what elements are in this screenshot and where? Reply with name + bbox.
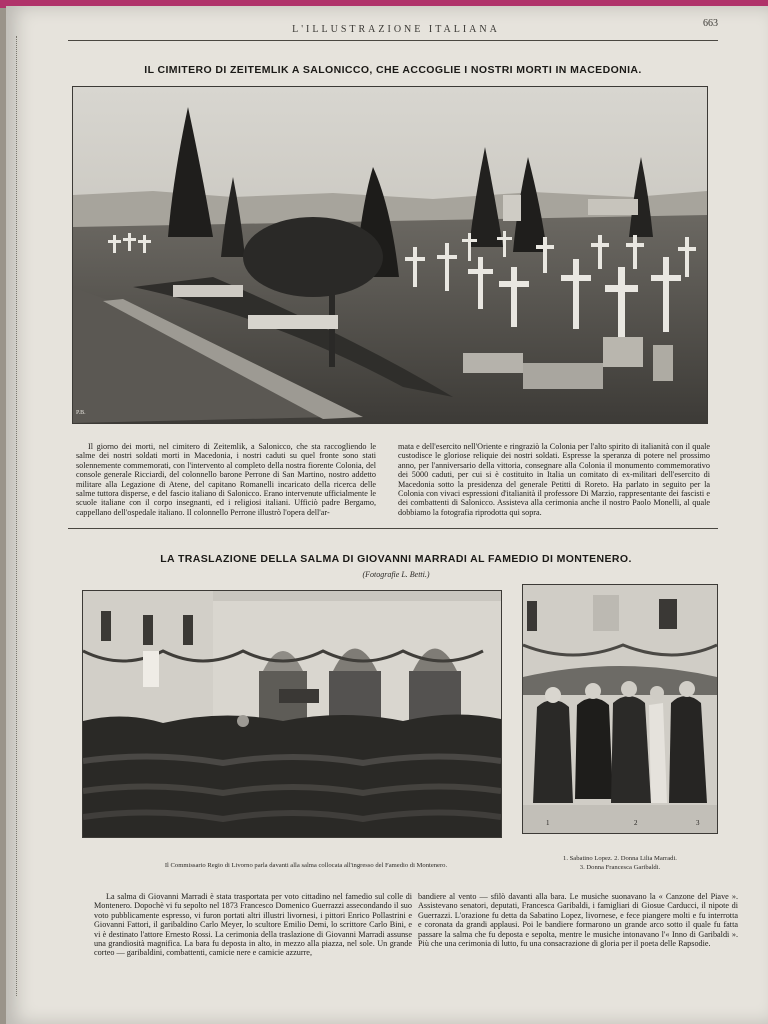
photo-number-3: 3 xyxy=(696,819,700,827)
article2-text-right: bandiere al vento — sfilò davanti alla bara. Le musiche suonavano la « Canzone del Piave ». Assistevano senatori, deputati, Francesca Garibaldi, i famigliari di Giosue Carducci, il nipote di Guerrazzi. L'orazione fu detta da Sabatino Lopez, livornese, e fece piangere molti e fu interrotta e coronata da grandi applausi. Poi le bandiere formarono un grande arco sotto il quale fu fatta passare la salma che fu deposta e sepolta, mentre le musiche intonavano l'« Inno di Garibaldi ». Più che una cerimonia di lutto, fu una consacrazione di gloria per il poeta delle Rapsodie. xyxy=(418,892,738,949)
famedio-crowd-photo xyxy=(82,590,502,838)
section-divider xyxy=(68,528,718,529)
running-head: L'ILLUSTRAZIONE ITALIANA xyxy=(292,24,500,35)
binding-stitches xyxy=(16,36,29,996)
page-number: 663 xyxy=(703,18,718,29)
article2-text-left: La salma di Giovanni Marradi è stata trasportata per voto cittadino nel famedio sul colle di Montenero. Dopochè vi fu sepolto nel 1873 Francesco Domenico Guerrazzi assecondando il suo voto pubblicamente espresso, vi furon portati altri illustri livornesi, i pittori Enrico Pollastrini e Giovanni Fattori, il garibaldino Carlo Meyer, lo scultore Emilio Demi, lo scrittore Carlo Bini, e vi è destinato l'attore Ernesto Rossi. La cerimonia della traslazione di Giovanni Marradi assunse una grandiosità magnifica. La bara fu deposta in alto, in mezzo alla piazza, nel sole. Un grande corteo — garibaldini, combattenti, camicie nere e camicie azzurre, xyxy=(94,892,412,958)
photo-number-2: 2 xyxy=(634,819,638,827)
article1-text-right: mata e dell'esercito nell'Oriente e ringraziò la Colonia per l'alto spirito di italianità con il quale custodisce le gloriose reliquie dei nostri soldati. Espresse la speranza di potere nel prossimo anno, per l'anniversario della vittoria, consegnare alla Colonia il monumento commemorativo dei 5000 caduti, per cui si è costituito in Italia un comitato di ex-militari dell'esercito di Macedonia sotto la presidenza del generale Petitti di Roreto. Ha parlato in seguito per la Colonia con vivaci espressioni d'italianità il professore Di Marzio, rappresentante dei fascisti e dei combattenti di Salonicco. Assisteva alla cerimonia anche il nostro Paolo Monelli, al quale dobbiamo la fotografia riprodotta qui sopra. xyxy=(398,442,710,517)
article1-title: IL CIMITERO DI ZEITEMLIK A SALONICCO, CHE ACCOGLIE I NOSTRI MORTI IN MACEDONIA. xyxy=(144,64,642,76)
article2-title: LA TRASLAZIONE DELLA SALMA DI GIOVANNI MARRADI AL FAMEDIO DI MONTENERO. xyxy=(160,553,632,565)
caption-right xyxy=(522,855,718,872)
magazine-page xyxy=(6,6,768,1024)
article1-text-left: Il giorno dei morti, nel cimitero di Zeitemlik, a Salonicco, che sta raccogliendo le salme dei nostri soldati morti in Macedonia, i nostri caduti su quel fronte sono stati solennemente commemorati, con l'intervento al completo della nostra fiorente Colonia, del console generale Ricciardi, del colonnello barone Perrone di San Martino, nostro addetto militare alla Legazione di Atene, del capitano Romanelli incaricato della ricerca delle salme tuttora disperse, e del fascio italiano di Salonicco. Erano intervenute ufficialmente le scuole italiane con il corpo insegnanti, ed i religiosi italiani. Ufficiò padre Bergamo, cappellano dell'ospedale italiano. Il colonnello Perrone illustrò l'opera dell'ar- xyxy=(76,442,376,517)
header-rule xyxy=(68,40,718,41)
photo-credit: (Fotografie L. Betti.) xyxy=(362,570,430,579)
photo-number-1: 1 xyxy=(546,819,550,827)
cemetery-photo xyxy=(72,86,708,424)
caption-right-line1: 1. Sabatino Lopez. 2. Donna Lilia Marradi. xyxy=(563,855,677,862)
caption-right-line2: 3. Donna Francesca Garibaldi. xyxy=(579,863,661,871)
photo-signature: P.B. xyxy=(76,410,86,416)
caption-left: Il Commissario Regio di Livorno parla davanti alla salma collocata all'ingresso del Famedio di Montenero. xyxy=(164,862,448,869)
dignitaries-photo xyxy=(522,584,718,834)
